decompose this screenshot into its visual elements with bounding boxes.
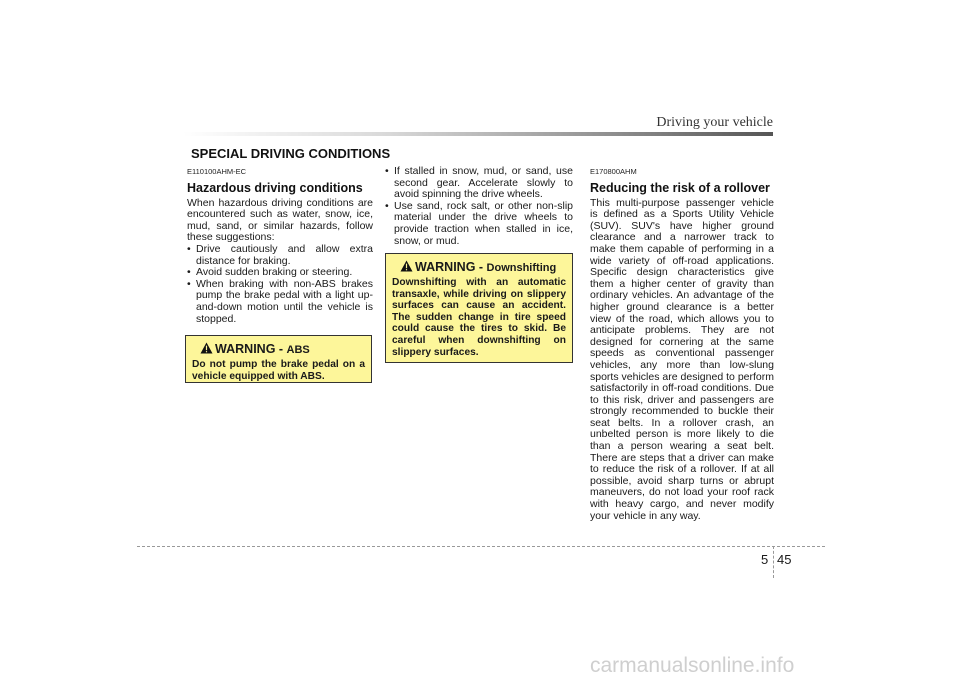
list-item: • If stalled in snow, mud, or sand, use second gear. Accelerate slowly to avoid spinning the drive wheels.	[385, 166, 573, 201]
header-title: Driving your vehicle	[656, 115, 773, 130]
column-3	[590, 166, 774, 522]
hazardous-intro: When hazardous driving conditions are encountered such as water, snow, ice, mud, sand, or similar hazards, follow these suggestions:	[187, 196, 373, 244]
section-code: E170800AHM	[590, 167, 637, 176]
list-item: • Drive cautiously and allow extra distance for braking.	[187, 244, 373, 267]
warning-label: WARNING -	[415, 260, 487, 274]
footer-divider	[773, 546, 774, 578]
column-2	[385, 166, 573, 247]
warning-topic: ABS	[286, 344, 310, 356]
warning-title	[200, 342, 365, 357]
warning-triangle-icon	[200, 342, 213, 357]
warning-text: Downshifting with an automatic transaxle, while driving on slippery surfaces can cause an accident. The sudden change in tire speed could cause the tires to skid. Be careful when downshifting on slippery surfaces.	[392, 277, 566, 358]
hazardous-list	[187, 244, 373, 325]
warning-box-abs	[185, 335, 372, 383]
page-number: 45	[777, 552, 792, 567]
section-title: SPECIAL DRIVING CONDITIONS	[191, 146, 391, 161]
warning-label: WARNING -	[215, 342, 287, 356]
header-rule	[183, 132, 773, 136]
warning-triangle-icon	[400, 260, 413, 275]
footer-rule	[137, 546, 825, 547]
warning-box-downshifting	[385, 253, 573, 363]
watermark: carmanualsonline.info	[590, 654, 795, 677]
list-item: • Avoid sudden braking or steering.	[187, 267, 373, 279]
hazardous-heading: Hazardous driving conditions	[187, 180, 363, 195]
rollover-heading: Reducing the risk of a rollover	[590, 180, 770, 195]
warning-title	[400, 260, 566, 275]
chapter-number: 5	[761, 552, 769, 567]
section-code: E110100AHM-EC	[187, 167, 247, 176]
hazardous-list-continued	[385, 166, 573, 247]
list-item: • Use sand, rock salt, or other non-slip material under the drive wheels to provide traction when stalled in ice, snow, or mud.	[385, 201, 573, 247]
warning-text: Do not pump the brake pedal on a vehicle equipped with ABS.	[192, 359, 365, 382]
list-item: • When braking with non-ABS brakes pump the brake pedal with a light up-and-down motion until the vehicle is stopped.	[187, 279, 373, 325]
column-1	[187, 166, 373, 325]
warning-topic: Downshifting	[486, 262, 557, 274]
rollover-text: This multi-purpose passenger vehicle is defined as a Sports Utility Vehicle (SUV). SUV's have higher ground clearance and a narrower track to make them capable of performing in a wide variety of off-road applications. Specific design characteristics give them a higher center of gravity than ordinary vehicles. An advantage of the higher ground clearance is a better view of the road, which allows you to anticipate problems. They are not designed for cornering at the same speeds as conventional passenger vehicles, any more than low-slung sports vehicles are designed to perform satisfactorily in off-road conditions. Due to this risk, driver and passengers are strongly recommended to buckle their seat belts. In a rollover crash, an unbelted person is more likely to die than a person wearing a seat belt. There are steps that a driver can make to reduce the risk of a rollover. If at all possible, avoid sharp turns or abrupt maneuvers, do not load your roof rack with heavy cargo, and never modify your vehicle in any way.	[590, 196, 774, 522]
